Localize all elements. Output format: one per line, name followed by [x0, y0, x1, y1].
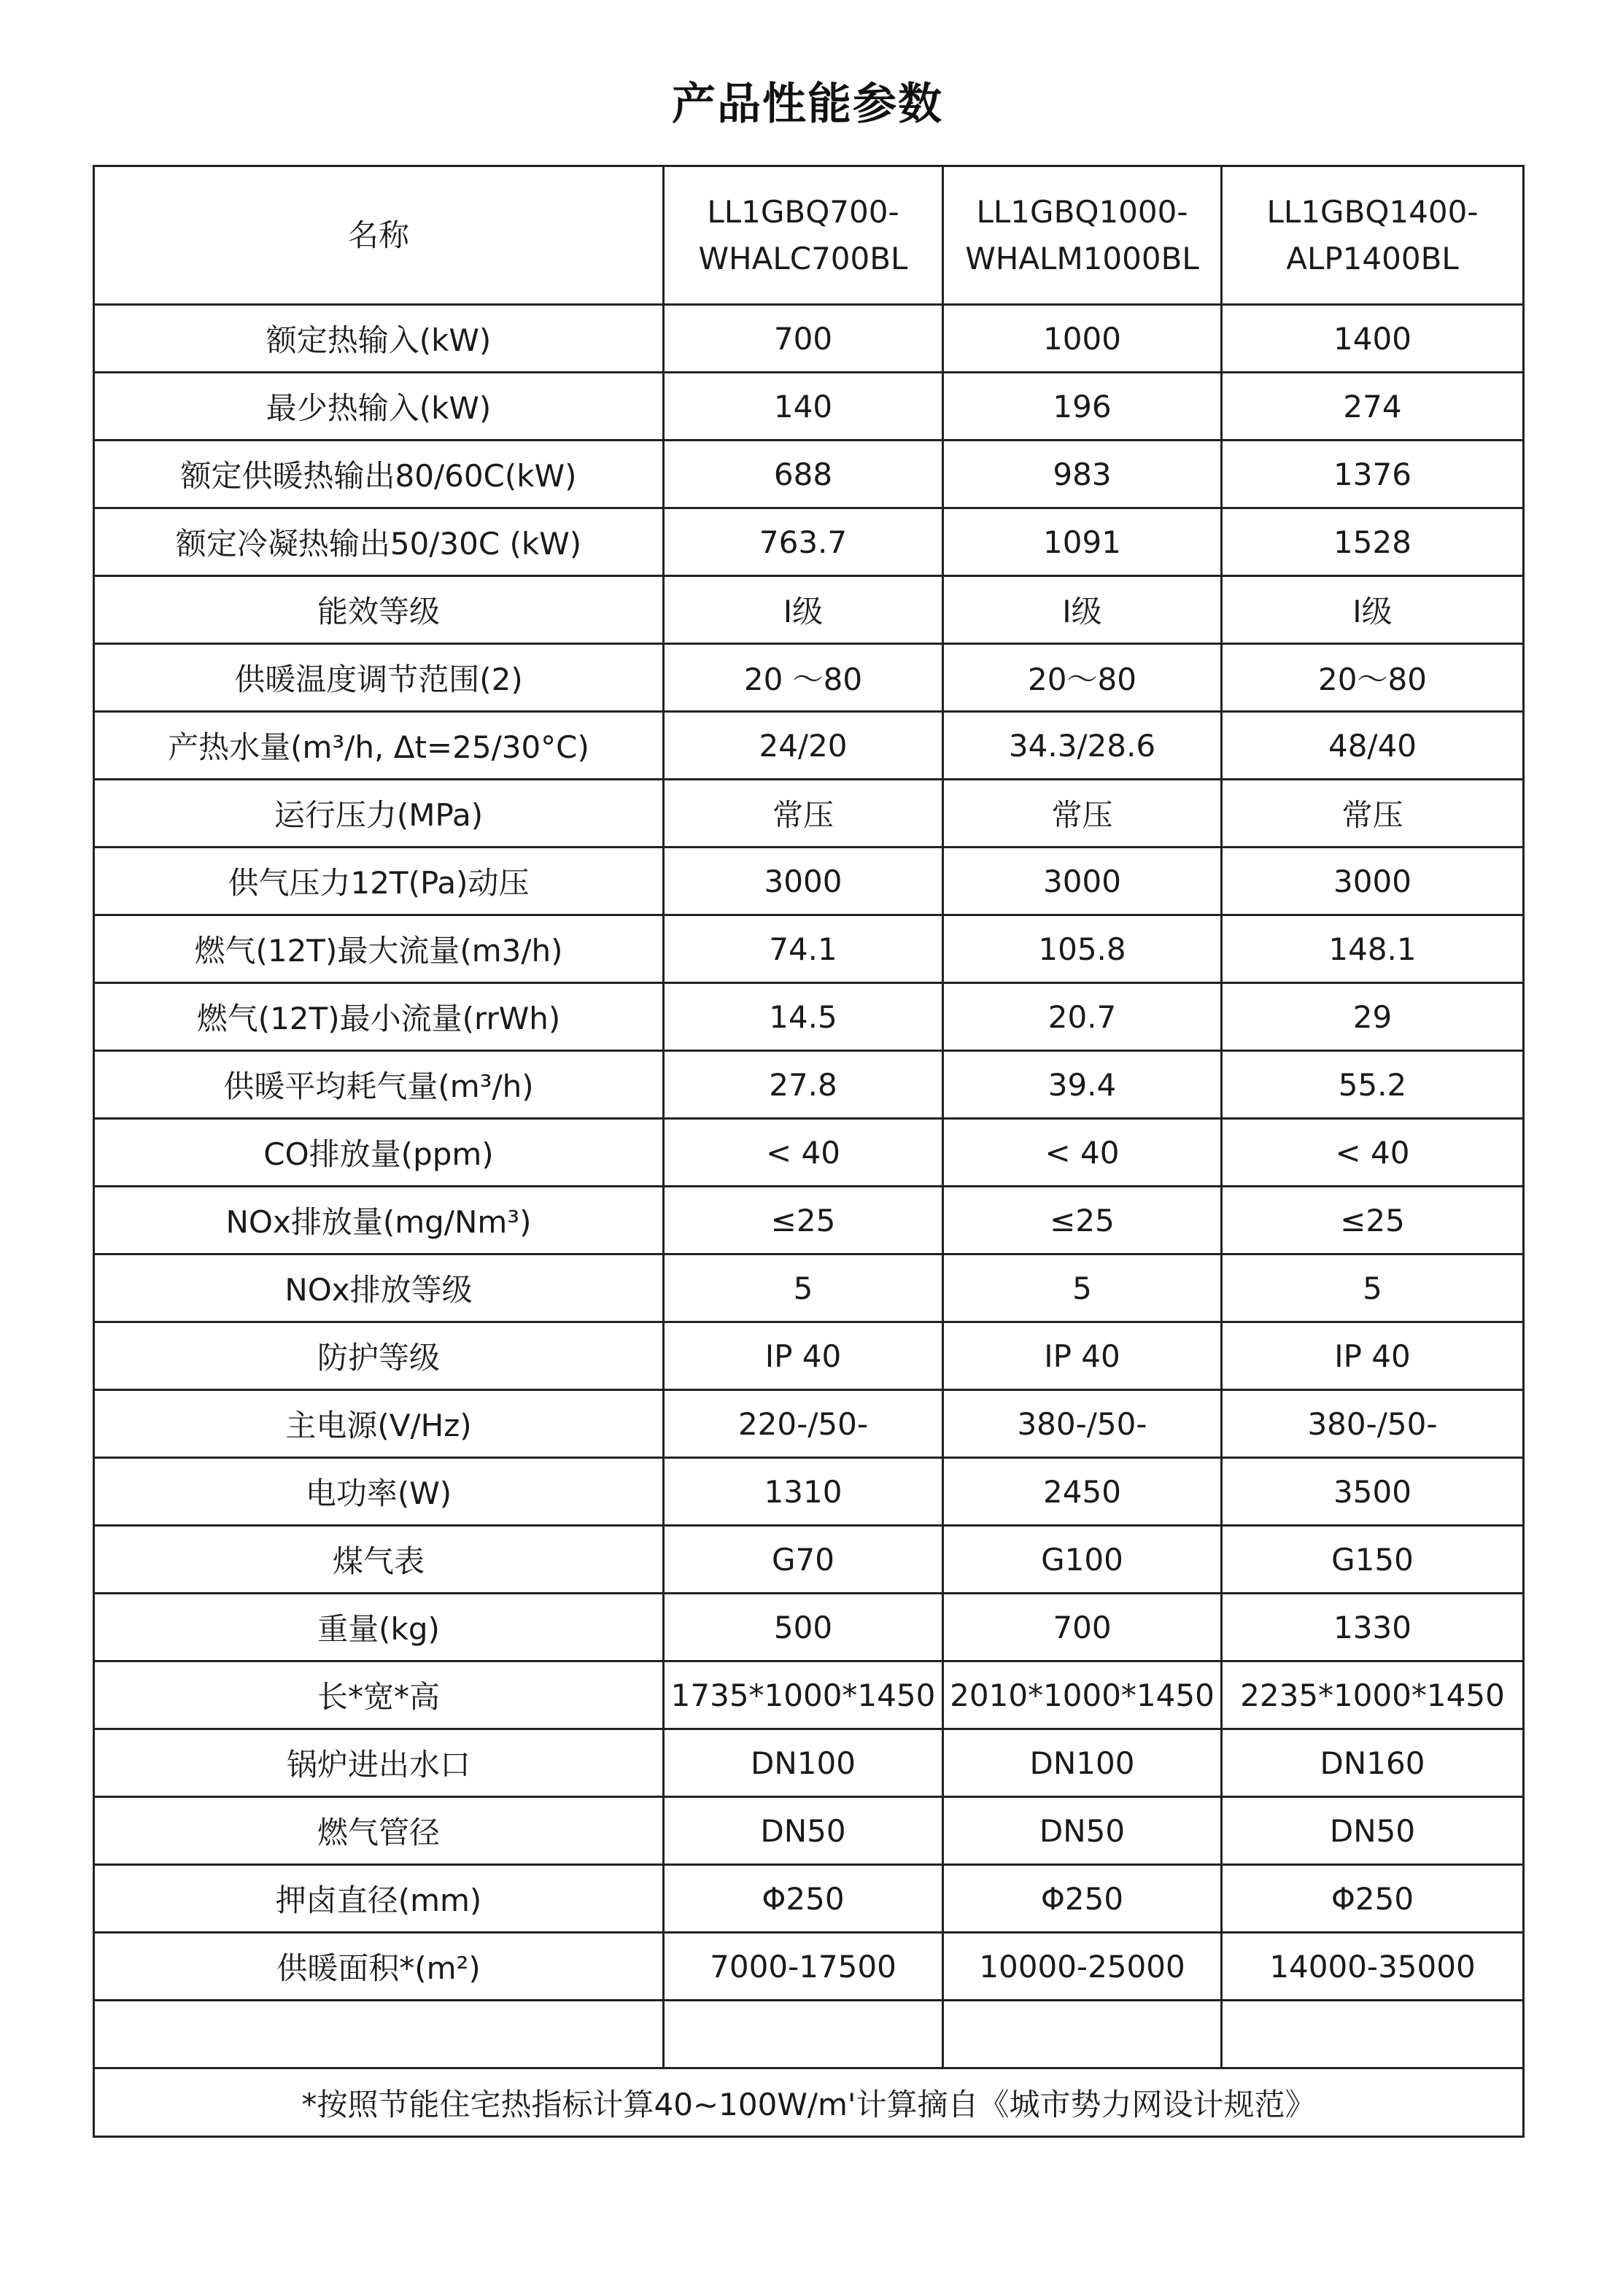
row-value-cell: DN100 [664, 1729, 943, 1797]
table-row [94, 305, 1524, 373]
footnote: *按照节能住宅热指标计算40~100W/m'计算摘自《城市势力网设计规范》 [94, 2068, 1524, 2137]
row-value-cell: 140 [664, 373, 943, 441]
row-value-cell: 常压 [943, 780, 1222, 848]
row-value-cell: IP 40 [943, 1322, 1222, 1390]
row-value-cell: 500 [664, 1594, 943, 1661]
row-value-cell: 24/20 [664, 712, 943, 780]
row-value-cell: I级 [1222, 576, 1524, 644]
row-label-cell: 供暖面积*(m²) [94, 1933, 664, 2001]
table-row [94, 712, 1524, 780]
row-value-cell: 1330 [1222, 1594, 1524, 1661]
empty-cell [94, 2001, 664, 2068]
row-value-cell: 3500 [1222, 1458, 1524, 1526]
row-value-cell: 274 [1222, 373, 1524, 441]
row-label-cell: 燃气管径 [94, 1797, 664, 1865]
row-value-cell: Φ250 [1222, 1865, 1524, 1933]
row-label-cell: 能效等级 [94, 576, 664, 644]
row-value-cell: 14.5 [664, 983, 943, 1051]
table-row [94, 576, 1524, 644]
row-value-cell: 2010*1000*1450 [943, 1661, 1222, 1729]
row-value-cell: DN160 [1222, 1729, 1524, 1797]
row-label-cell: 锅炉进出水口 [94, 1729, 664, 1797]
row-label-cell: NOx排放等级 [94, 1254, 664, 1322]
spec-table [93, 165, 1525, 2138]
row-value-cell: 700 [943, 1594, 1222, 1661]
row-label-cell: 燃气(12T)最大流量(m3/h) [94, 915, 664, 983]
row-value-cell: ≤25 [1222, 1187, 1524, 1254]
header-row [94, 166, 1524, 305]
row-label-cell: 押卤直径(mm) [94, 1865, 664, 1933]
row-value-cell: 34.3/28.6 [943, 712, 1222, 780]
table-row [94, 373, 1524, 441]
row-label-cell: 供暖平均耗气量(m³/h) [94, 1051, 664, 1119]
row-value-cell: 3000 [943, 848, 1222, 915]
row-value-cell: DN100 [943, 1729, 1222, 1797]
table-row [94, 1390, 1524, 1458]
table-row [94, 644, 1524, 712]
row-value-cell: ≤25 [943, 1187, 1222, 1254]
row-value-cell: 常压 [664, 780, 943, 848]
row-value-cell: G150 [1222, 1526, 1524, 1594]
row-value-cell: Φ250 [664, 1865, 943, 1933]
row-value-cell: 1000 [943, 305, 1222, 373]
table-row [94, 508, 1524, 576]
row-label-cell: CO排放量(ppm) [94, 1119, 664, 1187]
row-value-cell: 7000-17500 [664, 1933, 943, 2001]
row-value-cell: 983 [943, 441, 1222, 508]
row-label-cell: 额定供暖热输出80/60C(kW) [94, 441, 664, 508]
row-label-cell: 最少热输入(kW) [94, 373, 664, 441]
row-value-cell: I级 [943, 576, 1222, 644]
table-row [94, 1187, 1524, 1254]
row-value-cell: 1376 [1222, 441, 1524, 508]
row-value-cell: < 40 [943, 1119, 1222, 1187]
row-value-cell: 700 [664, 305, 943, 373]
row-value-cell: 39.4 [943, 1051, 1222, 1119]
row-value-cell: 2450 [943, 1458, 1222, 1526]
table-row [94, 1729, 1524, 1797]
empty-cell [664, 2001, 943, 2068]
row-label-cell: 供气压力12T(Pa)动压 [94, 848, 664, 915]
table-row [94, 1526, 1524, 1594]
row-value-cell: 220-/50- [664, 1390, 943, 1458]
row-value-cell: 105.8 [943, 915, 1222, 983]
row-value-cell: G70 [664, 1526, 943, 1594]
row-value-cell: IP 40 [1222, 1322, 1524, 1390]
row-value-cell: 55.2 [1222, 1051, 1524, 1119]
table-row [94, 1119, 1524, 1187]
row-value-cell: ≤25 [664, 1187, 943, 1254]
model-code-line-1: LL1GBQ1400- [1266, 193, 1479, 230]
model-code-line-2: WHALC700BL [698, 240, 908, 276]
row-value-cell: 380-/50- [1222, 1390, 1524, 1458]
row-label-cell: 长*宽*高 [94, 1661, 664, 1729]
table-row [94, 1458, 1524, 1526]
row-value-cell: DN50 [943, 1797, 1222, 1865]
table-row [94, 1322, 1524, 1390]
row-value-cell: IP 40 [664, 1322, 943, 1390]
page-title: 产品性能参数 [672, 79, 943, 130]
table-row [94, 1865, 1524, 1933]
row-label-cell: 电功率(W) [94, 1458, 664, 1526]
row-value-cell: 20.7 [943, 983, 1222, 1051]
row-value-cell: Φ250 [943, 1865, 1222, 1933]
row-label-cell: 主电源(V/Hz) [94, 1390, 664, 1458]
row-label-cell: 额定冷凝热输出50/30C (kW) [94, 508, 664, 576]
table-row [94, 848, 1524, 915]
table-row [94, 1661, 1524, 1729]
empty-cell [943, 2001, 1222, 2068]
row-value-cell: 5 [664, 1254, 943, 1322]
row-value-cell: 5 [943, 1254, 1222, 1322]
table-row [94, 441, 1524, 508]
empty-row [94, 2001, 1524, 2068]
row-label-cell: 运行压力(MPa) [94, 780, 664, 848]
row-value-cell: 5 [1222, 1254, 1524, 1322]
header-name-cell: 名称 [94, 166, 664, 305]
table-row [94, 1797, 1524, 1865]
model-code-line-1: LL1GBQ700- [707, 193, 899, 230]
row-value-cell: 196 [943, 373, 1222, 441]
model-code-line-2: WHALM1000BL [965, 240, 1199, 276]
table-row [94, 780, 1524, 848]
row-value-cell: 1091 [943, 508, 1222, 576]
row-value-cell: 27.8 [664, 1051, 943, 1119]
table-row [94, 1933, 1524, 2001]
row-value-cell: 1310 [664, 1458, 943, 1526]
row-value-cell: 1528 [1222, 508, 1524, 576]
row-value-cell: 2235*1000*1450 [1222, 1661, 1524, 1729]
row-value-cell: 3000 [1222, 848, 1524, 915]
header-model-cell [1222, 166, 1524, 305]
row-value-cell: 20～80 [1222, 644, 1524, 712]
row-value-cell: 688 [664, 441, 943, 508]
row-label-cell: 供暖温度调节范围(2) [94, 644, 664, 712]
row-value-cell: 常压 [1222, 780, 1524, 848]
row-value-cell: DN50 [664, 1797, 943, 1865]
row-value-cell: 14000-35000 [1222, 1933, 1524, 2001]
row-value-cell: 1400 [1222, 305, 1524, 373]
row-value-cell: < 40 [1222, 1119, 1524, 1187]
row-value-cell: I级 [664, 576, 943, 644]
row-value-cell: 74.1 [664, 915, 943, 983]
row-label-cell: 防护等级 [94, 1322, 664, 1390]
table-row [94, 1051, 1524, 1119]
header-model-cell [664, 166, 943, 305]
table-row [94, 983, 1524, 1051]
row-value-cell: < 40 [664, 1119, 943, 1187]
row-value-cell: DN50 [1222, 1797, 1524, 1865]
model-code-line-2: ALP1400BL [1286, 240, 1459, 276]
row-value-cell: 20～80 [943, 644, 1222, 712]
row-value-cell: 1735*1000*1450 [664, 1661, 943, 1729]
row-value-cell: 763.7 [664, 508, 943, 576]
empty-cell [1222, 2001, 1524, 2068]
row-value-cell: 148.1 [1222, 915, 1524, 983]
row-value-cell: 380-/50- [943, 1390, 1222, 1458]
header-model-cell [943, 166, 1222, 305]
row-value-cell: 3000 [664, 848, 943, 915]
model-code-line-1: LL1GBQ1000- [976, 193, 1188, 230]
row-value-cell: 29 [1222, 983, 1524, 1051]
row-label-cell: 额定热输入(kW) [94, 305, 664, 373]
table-row [94, 1254, 1524, 1322]
row-label-cell: 产热水量(m³/h, Δt=25/30°C) [94, 712, 664, 780]
row-label-cell: 燃气(12T)最小流量(rrWh) [94, 983, 664, 1051]
row-value-cell: G100 [943, 1526, 1222, 1594]
table-row [94, 1594, 1524, 1661]
row-label-cell: 煤气表 [94, 1526, 664, 1594]
row-label-cell: 重量(kg) [94, 1594, 664, 1661]
row-value-cell: 10000-25000 [943, 1933, 1222, 2001]
row-label-cell: NOx排放量(mg/Nm³) [94, 1187, 664, 1254]
row-value-cell: 20 ～80 [664, 644, 943, 712]
table-row [94, 915, 1524, 983]
footnote-row [94, 2068, 1524, 2137]
row-value-cell: 48/40 [1222, 712, 1524, 780]
